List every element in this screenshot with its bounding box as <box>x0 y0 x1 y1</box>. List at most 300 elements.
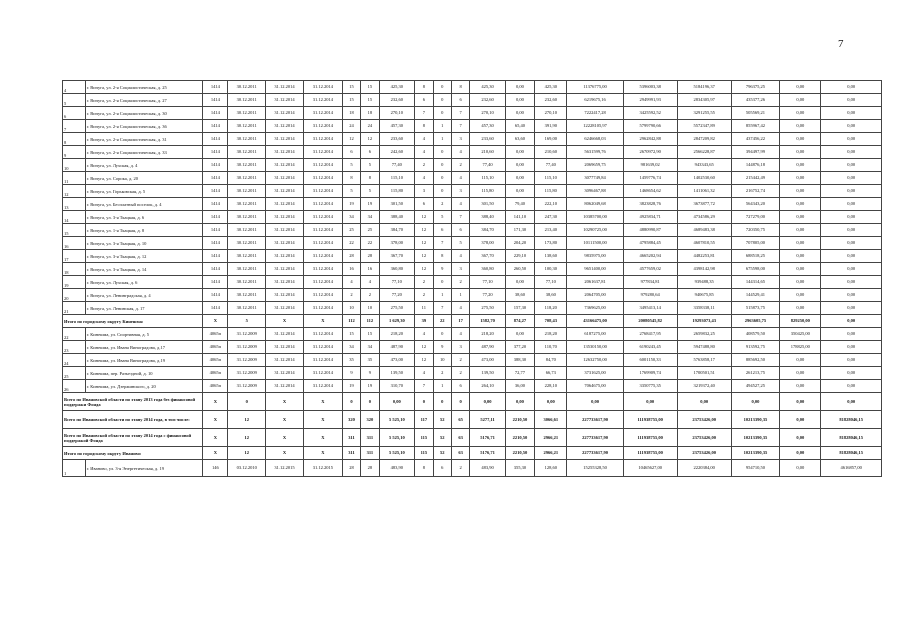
table-cell: 0,00 <box>780 94 821 107</box>
table-cell: 14 <box>63 211 86 224</box>
table-cell: 311 <box>342 447 360 460</box>
table-cell: 115,80 <box>535 185 567 198</box>
table-cell: 31.12.2014 <box>266 276 304 289</box>
table-cell: 1414 <box>203 302 228 315</box>
summary-row <box>63 315 882 328</box>
table-cell: 31.12.2014 <box>266 94 304 107</box>
table-cell: 0,00 <box>821 172 882 185</box>
table-cell: 146 <box>203 460 228 477</box>
table-cell: X <box>203 315 228 328</box>
table-cell: 12 <box>415 341 433 354</box>
table-cell: 31.12.2015 <box>266 460 304 477</box>
table-cell: 30.12.2011 <box>228 302 266 315</box>
table-cell: г. Вичуга, ул. Лухская, д. 6 <box>85 276 203 289</box>
table-cell: 264,10 <box>470 380 506 393</box>
table-cell: 391,90 <box>535 120 567 133</box>
table-cell: 30.12.2011 <box>228 159 266 172</box>
table-row <box>63 367 882 380</box>
table-cell: 204,20 <box>505 237 534 250</box>
table-cell: 6190243,45 <box>623 341 677 354</box>
table-cell: X <box>203 429 228 447</box>
table-cell: 12 <box>228 411 266 429</box>
table-cell: 228,10 <box>535 380 567 393</box>
table-cell: г. Кинешма, пер. Разъездной, д. 10 <box>85 367 203 380</box>
table-cell: 5184196,37 <box>677 81 731 94</box>
table-cell: 31.12.2009 <box>228 380 266 393</box>
table-cell: 8 <box>433 250 451 263</box>
table-cell: 943343,65 <box>677 159 731 172</box>
table-cell: 720350,75 <box>731 224 780 237</box>
table-cell: 885692,50 <box>731 354 780 367</box>
table-cell: 3066,61 <box>535 411 567 429</box>
table-cell: 1 <box>451 289 469 302</box>
table-cell: 139,50 <box>470 367 506 380</box>
table-cell: 18 <box>63 263 86 276</box>
table-cell: 0 <box>433 328 451 341</box>
table-cell: 1411061,32 <box>677 185 731 198</box>
table-cell: 0,00 <box>821 250 882 263</box>
table-cell: 232,60 <box>535 94 567 107</box>
table-cell: 15 <box>342 94 360 107</box>
table-cell: 28 <box>361 460 379 477</box>
table-cell: 0 <box>451 393 469 411</box>
table-cell: 0 <box>361 393 379 411</box>
table-cell: 11376775,00 <box>567 81 623 94</box>
table-cell: 4065п <box>203 380 228 393</box>
summary-label: Всего по Ивановской области по этапу 2014 года с финансовой поддержкой Фонда <box>63 429 203 447</box>
table-cell: 4616857,00 <box>821 460 882 477</box>
table-cell: 77,20 <box>379 289 415 302</box>
table-cell: 0,00 <box>505 172 534 185</box>
table-cell: 16 <box>361 263 379 276</box>
table-cell: 5176,71 <box>470 447 506 460</box>
table-cell: 8 <box>415 460 433 477</box>
table-cell: 5 <box>342 185 360 198</box>
table-cell: 2 <box>451 460 469 477</box>
table-cell: 20080545,82 <box>623 315 677 328</box>
table-cell: 7 <box>415 107 433 120</box>
table-cell: 3350775,35 <box>623 380 677 393</box>
table-cell: 2670972,90 <box>623 146 677 159</box>
table-row <box>63 198 882 211</box>
table-cell: 384,70 <box>470 224 506 237</box>
table-cell: 38,60 <box>505 289 534 302</box>
table-row <box>63 94 882 107</box>
table-cell: 2962842,88 <box>623 133 677 146</box>
table-cell: 0,00 <box>780 393 821 411</box>
table-cell: 1414 <box>203 185 228 198</box>
table-cell: 1 629,30 <box>379 315 415 328</box>
table-cell: 4795884,45 <box>623 237 677 250</box>
table-cell: 7 <box>451 120 469 133</box>
table-cell: г. Вичуга, ул. Ленинская, д. 17 <box>85 302 203 315</box>
table-cell: 3077749,84 <box>567 172 623 185</box>
table-cell: 7 <box>451 107 469 120</box>
table-cell: г. Вичуга, ул. 3-я Ткацкая, д. 10 <box>85 237 203 250</box>
table-cell: 0 <box>415 393 433 411</box>
table-cell: 457,30 <box>379 120 415 133</box>
table-cell: 0,00 <box>535 393 567 411</box>
table-cell: 0,00 <box>821 237 882 250</box>
table-cell: 377,20 <box>505 341 534 354</box>
table-cell: 227733617,90 <box>567 411 623 429</box>
table-cell: 4 <box>415 367 433 380</box>
table-cell: г. Кинешма, ул. Ивана Виноградова, д.19 <box>85 354 203 367</box>
table-cell: 6 <box>451 94 469 107</box>
table-cell: 0,00 <box>780 172 821 185</box>
table-row <box>63 289 882 302</box>
table-cell: 31.12.2014 <box>266 224 304 237</box>
table-cell: 457,30 <box>470 120 506 133</box>
table-cell: 0 <box>433 172 451 185</box>
table-cell: 31.12.2014 <box>266 172 304 185</box>
table-cell: 1 <box>433 133 451 146</box>
table-cell: 5 <box>63 94 86 107</box>
table-cell: 13530150,00 <box>567 341 623 354</box>
table-cell: г. Вичуга, ул. 2-я Социалистическая, д. 36 <box>85 120 203 133</box>
table-cell: 1414 <box>203 133 228 146</box>
table-cell: 311 <box>342 429 360 447</box>
table-cell: 874,27 <box>505 315 534 328</box>
table-cell: 31.12.2014 <box>266 354 304 367</box>
table-cell: 30.12.2011 <box>228 81 266 94</box>
table-cell: 8062049,68 <box>567 198 623 211</box>
table-cell: 1 <box>433 380 451 393</box>
table-row <box>63 328 882 341</box>
table-cell: 8 <box>63 133 86 146</box>
table-cell: X <box>303 447 342 460</box>
table-cell: 0,00 <box>821 328 882 341</box>
table-cell: г. Кинешма, ул. Ивана Виноградова, д.17 <box>85 341 203 354</box>
table-cell: 52 <box>433 411 451 429</box>
table-cell: г. Вичуга, ул. Бесплатный поселок, д. 4 <box>85 198 203 211</box>
table-cell: 0,00 <box>821 146 882 159</box>
table-cell: 311 <box>361 447 379 460</box>
table-cell: 9 <box>433 341 451 354</box>
table-cell: 10 <box>361 302 379 315</box>
table-cell: 4 <box>451 172 469 185</box>
table-cell: 31.12.2014 <box>303 107 342 120</box>
table-cell: 169,00 <box>535 133 567 146</box>
table-cell: X <box>203 411 228 429</box>
table-cell: 483,90 <box>470 460 506 477</box>
table-cell: 31.12.2014 <box>303 302 342 315</box>
table-cell: 7 <box>415 380 433 393</box>
table-cell: 15 <box>342 328 360 341</box>
table-cell: 0,00 <box>505 159 534 172</box>
table-cell: 6 <box>415 198 433 211</box>
table-cell: 3495413,14 <box>623 302 677 315</box>
table-cell: 0,00 <box>821 133 882 146</box>
table-cell: г. Вичуга, ул. 1-я Ткацкая, д. 8 <box>85 224 203 237</box>
table-cell: 213,40 <box>535 224 567 237</box>
table-cell: 855967,42 <box>731 120 780 133</box>
table-cell: 77,20 <box>470 289 506 302</box>
table-cell: 10385700,00 <box>567 211 623 224</box>
table-cell: 0,00 <box>821 120 882 133</box>
table-cell: 31.12.2014 <box>303 211 342 224</box>
table-cell: 30.12.2011 <box>228 263 266 276</box>
table-cell: 16 <box>63 237 86 250</box>
table-cell: 22 <box>361 237 379 250</box>
table-cell: 1769909,74 <box>623 367 677 380</box>
table-cell: 2064705,00 <box>567 289 623 302</box>
table-cell: 77,10 <box>535 276 567 289</box>
table-cell: 144529,41 <box>731 289 780 302</box>
table-cell: 0,00 <box>677 393 731 411</box>
table-cell: 31.12.2014 <box>303 172 342 185</box>
table-cell: 4 <box>342 276 360 289</box>
table-row <box>63 354 882 367</box>
table-cell: 77,10 <box>379 276 415 289</box>
table-cell: 0,00 <box>821 276 882 289</box>
table-cell: 31.12.2014 <box>266 159 304 172</box>
table-cell: 3673877,72 <box>677 198 731 211</box>
table-cell: 260,50 <box>505 263 534 276</box>
table-cell: 5 <box>361 159 379 172</box>
table-cell: 0,00 <box>780 302 821 315</box>
table-cell: 12 <box>415 237 433 250</box>
table-cell: 25 <box>63 367 86 380</box>
table-cell: 4 <box>451 328 469 341</box>
table-cell: 218,20 <box>535 328 567 341</box>
table-cell: 112 <box>342 315 360 328</box>
table-cell: 367,70 <box>379 250 415 263</box>
table-cell: 3 <box>451 263 469 276</box>
table-cell: 31.12.2014 <box>303 341 342 354</box>
table-cell: 2 <box>451 159 469 172</box>
table-cell: 0 <box>228 393 266 411</box>
table-cell: 81828046,15 <box>821 447 882 460</box>
table-cell: 23753426,00 <box>677 429 731 447</box>
table-cell: 437456,22 <box>731 133 780 146</box>
table-cell: 1414 <box>203 198 228 211</box>
table-cell: 939488,35 <box>677 276 731 289</box>
table-cell: 2 <box>342 289 360 302</box>
table-cell: 115,10 <box>470 172 506 185</box>
table-cell: 2963605,75 <box>731 315 780 328</box>
table-cell: 487,90 <box>470 341 506 354</box>
table-row <box>63 172 882 185</box>
table-cell: 5 525,10 <box>379 447 415 460</box>
table-cell: 34 <box>342 211 360 224</box>
table-cell: 3 <box>415 185 433 198</box>
table-cell: 5 <box>451 237 469 250</box>
table-cell: 31.12.2014 <box>303 328 342 341</box>
table-cell: 28 <box>361 250 379 263</box>
table-cell: 0,00 <box>780 159 821 172</box>
table-cell: 31.12.2009 <box>228 341 266 354</box>
table-cell: 12 <box>415 354 433 367</box>
table-cell: 977834,81 <box>623 276 677 289</box>
table-cell: 2061637,81 <box>567 276 623 289</box>
table-row <box>63 107 882 120</box>
table-cell: 31.12.2014 <box>266 185 304 198</box>
table-cell: 1414 <box>203 81 228 94</box>
table-cell: 111938755,00 <box>623 447 677 460</box>
table-row <box>63 133 882 146</box>
page-number: 7 <box>838 38 844 50</box>
table-cell: 5 <box>228 315 266 328</box>
table-row <box>63 250 882 263</box>
table-cell: 1414 <box>203 276 228 289</box>
table-cell: 03.12.2010 <box>228 460 266 477</box>
table-cell: 9 <box>63 146 86 159</box>
table-cell: 425,30 <box>470 81 506 94</box>
table-cell: 5572347,89 <box>677 120 731 133</box>
table-cell: 19 <box>342 380 360 393</box>
table-cell: 360,80 <box>379 263 415 276</box>
table-cell: 378,00 <box>470 237 506 250</box>
table-cell: 15 <box>361 328 379 341</box>
table-cell: 311 <box>361 429 379 447</box>
table-cell: 12 <box>415 250 433 263</box>
table-cell: 981639,02 <box>623 159 677 172</box>
table-cell: 24 <box>342 120 360 133</box>
table-cell: 0 <box>342 393 360 411</box>
table-cell: 7222417,28 <box>567 107 623 120</box>
table-cell: 30.12.2011 <box>228 94 266 107</box>
table-cell: 128,60 <box>535 460 567 477</box>
table-cell: 2210,50 <box>505 447 534 460</box>
table-cell: 9 <box>342 367 360 380</box>
table-cell: 2949991,93 <box>623 94 677 107</box>
table-row <box>63 81 882 94</box>
table-cell: 0,00 <box>780 185 821 198</box>
table-cell: 19 <box>361 198 379 211</box>
table-cell: 30.12.2011 <box>228 250 266 263</box>
table-cell: 1468654,62 <box>623 185 677 198</box>
table-cell: 979280,64 <box>623 289 677 302</box>
table-cell: 0,00 <box>780 224 821 237</box>
table-cell: 301,50 <box>379 198 415 211</box>
table-cell: 0,00 <box>780 411 821 429</box>
table-cell: 3096467,88 <box>567 185 623 198</box>
table-cell: 35 <box>342 354 360 367</box>
table-cell: 0,00 <box>821 107 882 120</box>
table-cell: 81828046,15 <box>821 429 882 447</box>
table-cell: 0,00 <box>731 393 780 411</box>
table-cell: 3 <box>451 185 469 198</box>
table-cell: 30.12.2011 <box>228 276 266 289</box>
table-cell: 0,00 <box>821 393 882 411</box>
table-cell: 5277,11 <box>470 411 506 429</box>
table-cell: 388,40 <box>470 211 506 224</box>
table-cell: 2 <box>433 367 451 380</box>
table-cell: 12632750,00 <box>567 354 623 367</box>
table-cell: 31.12.2014 <box>303 250 342 263</box>
table-cell: 0,00 <box>470 393 506 411</box>
table-cell: 31.12.2009 <box>228 367 266 380</box>
table-row <box>63 224 882 237</box>
table-cell: 2847209,82 <box>677 133 731 146</box>
table-cell: 6 <box>342 146 360 159</box>
table-cell: 4 <box>415 133 433 146</box>
table-cell: 0 <box>433 393 451 411</box>
table-row <box>63 159 882 172</box>
table-cell: 1414 <box>203 224 228 237</box>
table-cell: 31.12.2014 <box>266 367 304 380</box>
table-cell: 4689483,38 <box>677 224 731 237</box>
table-cell: 0 <box>433 159 451 172</box>
table-cell: 31.12.2014 <box>266 380 304 393</box>
table-cell: 0,00 <box>821 354 882 367</box>
table-row <box>63 185 882 198</box>
table-cell: 688518,25 <box>731 250 780 263</box>
table-cell: 115 <box>415 447 433 460</box>
table-cell: 4 <box>361 276 379 289</box>
table-cell: 355,30 <box>505 460 534 477</box>
table-cell: 0,00 <box>780 460 821 477</box>
table-cell: 12 <box>415 263 433 276</box>
table-cell: 3358338,11 <box>677 302 731 315</box>
table-cell: 1700501,51 <box>677 367 731 380</box>
table-cell: г. Вичуга, ул. 2-я Социалистическая, д. 33 <box>85 146 203 159</box>
table-cell: 270,10 <box>470 107 506 120</box>
table-cell: 21 <box>63 302 86 315</box>
table-cell: 0,00 <box>821 341 882 354</box>
table-cell: 2966,21 <box>535 447 567 460</box>
table-cell: 0,00 <box>821 159 882 172</box>
table-cell: 6 <box>433 224 451 237</box>
table-cell: 5 <box>361 185 379 198</box>
table-cell: 63 <box>451 429 469 447</box>
table-cell: 31.12.2014 <box>303 263 342 276</box>
table-cell: 10 <box>433 354 451 367</box>
table-cell: X <box>266 393 304 411</box>
table-cell: 954710,50 <box>731 460 780 477</box>
table-cell: 7064675,00 <box>567 380 623 393</box>
summary-label: Итого по городскому округу Кинешма: <box>63 315 203 328</box>
table-cell: 4 <box>415 172 433 185</box>
table-cell: 10 <box>342 302 360 315</box>
table-cell: 5799790,66 <box>623 120 677 133</box>
table-cell: 675598,00 <box>731 263 780 276</box>
table-cell: 494527,25 <box>731 380 780 393</box>
table-cell: 6 <box>415 94 433 107</box>
table-cell: 0,00 <box>623 393 677 411</box>
table-cell: 4 <box>415 146 433 159</box>
table-cell: 81828046,15 <box>821 411 882 429</box>
table-cell: 11 <box>63 172 86 185</box>
table-cell: 0,00 <box>505 185 534 198</box>
table-cell: 77,40 <box>535 159 567 172</box>
table-cell: 0,00 <box>821 380 882 393</box>
table-cell: 3425592,52 <box>623 107 677 120</box>
table-cell: 10213390,35 <box>731 447 780 460</box>
table-cell: 0,00 <box>505 146 534 159</box>
table-cell: 0 <box>433 107 451 120</box>
table-cell: 2 <box>451 367 469 380</box>
table-cell: 0,00 <box>567 393 623 411</box>
table-cell: 12 <box>415 211 433 224</box>
table-cell: 8 <box>415 81 433 94</box>
table-cell: 0,00 <box>780 81 821 94</box>
table-cell: 19293073,43 <box>677 315 731 328</box>
table-cell: 394497,99 <box>731 146 780 159</box>
table-cell: 233,60 <box>379 133 415 146</box>
table-cell: 19 <box>63 276 86 289</box>
table-cell: 796375,25 <box>731 81 780 94</box>
table-cell: 35 <box>361 354 379 367</box>
table-cell: 12 <box>415 224 433 237</box>
table-cell: 1414 <box>203 237 228 250</box>
table-cell: 34 <box>361 211 379 224</box>
table-cell: 5176,71 <box>470 429 506 447</box>
table-cell: 940675,85 <box>677 289 731 302</box>
table-cell: 3219372,40 <box>677 380 731 393</box>
table-cell: 31.12.2014 <box>266 237 304 250</box>
